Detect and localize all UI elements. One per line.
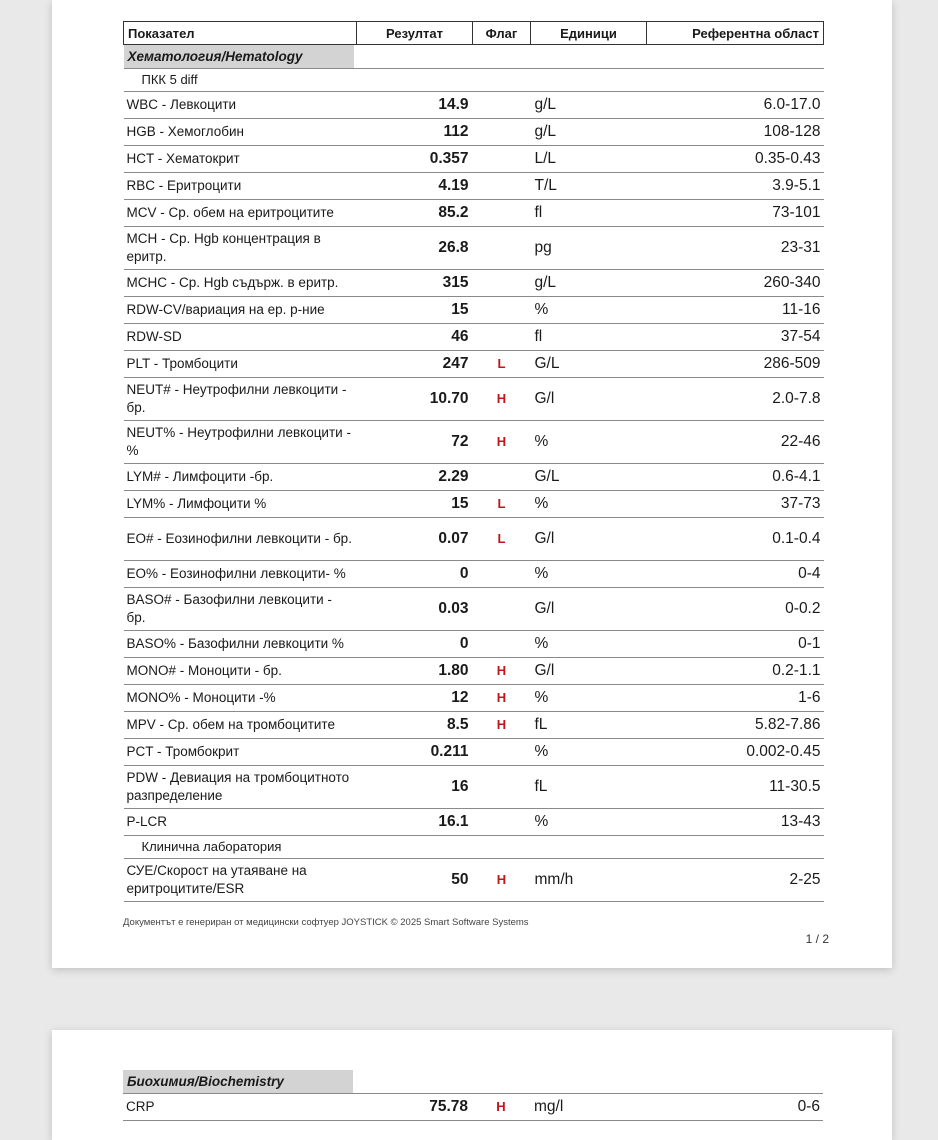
indicator-name: HGB - Хемоглобин: [124, 119, 357, 146]
header-result: Резултат: [357, 22, 473, 45]
table-row: [124, 119, 824, 146]
flag-value: [473, 631, 531, 658]
reference-range: 0-6: [646, 1094, 823, 1121]
result-value: 85.2: [357, 200, 473, 227]
reference-range: 11-30.5: [647, 766, 824, 809]
table-row: [124, 297, 824, 324]
page-number: 1 / 2: [805, 932, 829, 946]
unit-value: fl: [531, 324, 647, 351]
subsection-title: Клинична лаборатория: [124, 836, 824, 859]
indicator-name: MONO# - Моноцити - бр.: [124, 658, 357, 685]
indicator-name: EO% - Еозинофилни левкоцити- %: [124, 561, 357, 588]
section-title: Хематология/Hematology: [124, 45, 354, 68]
reference-range: 22-46: [647, 421, 824, 464]
reference-range: 11-16: [647, 297, 824, 324]
flag-value: [473, 92, 531, 119]
unit-value: G/l: [531, 378, 647, 421]
indicator-name: RDW-SD: [124, 324, 357, 351]
result-value: 12: [357, 685, 473, 712]
table-row: [124, 173, 824, 200]
reference-range: 108-128: [647, 119, 824, 146]
table-row: [124, 270, 824, 297]
result-value: 15: [357, 491, 473, 518]
indicator-name: LYM% - Лимфоцити %: [124, 491, 357, 518]
reference-range: 1-6: [647, 685, 824, 712]
indicator-name: EO# - Еозинофилни левкоцити - бр.: [124, 518, 357, 561]
indicator-name: WBC - Левкоцити: [124, 92, 357, 119]
table-row: [124, 146, 824, 173]
indicator-name: P-LCR: [124, 809, 357, 836]
indicator-name: BASO% - Базофилни левкоцити %: [124, 631, 357, 658]
reference-range: 23-31: [647, 227, 824, 270]
flag-value: [473, 561, 531, 588]
indicator-name: NEUT# - Неутрофилни левкоцити - бр.: [124, 378, 357, 421]
indicator-name: MCV - Ср. обем на еритроцитите: [124, 200, 357, 227]
result-value: 0: [357, 561, 473, 588]
indicator-name: CRP: [123, 1094, 356, 1121]
result-value: 0.07: [357, 518, 473, 561]
reference-range: 73-101: [647, 200, 824, 227]
table-row: [123, 1094, 823, 1121]
indicator-name: RDW-CV/вариация на ер. р-ние: [124, 297, 357, 324]
reference-range: 2-25: [647, 859, 824, 902]
result-value: 75.78: [356, 1094, 472, 1121]
reference-range: 286-509: [647, 351, 824, 378]
unit-value: L/L: [531, 146, 647, 173]
indicator-name: PCT - Тромбокрит: [124, 739, 357, 766]
indicator-name: СУЕ/Скорост на утаяване на еритроцитите/ESR: [124, 859, 357, 902]
unit-value: g/L: [531, 270, 647, 297]
flag-value: H: [473, 421, 531, 464]
reference-range: 0.2-1.1: [647, 658, 824, 685]
table-row: [124, 92, 824, 119]
report-page-2: [52, 1030, 892, 1140]
flag-value: H: [473, 378, 531, 421]
table-row: [124, 351, 824, 378]
unit-value: %: [531, 421, 647, 464]
table-row: [124, 491, 824, 518]
indicator-name: PDW - Девиация на тромбоцитното разпределение: [124, 766, 357, 809]
result-value: 0.357: [357, 146, 473, 173]
table-row: [124, 631, 824, 658]
table-row: [124, 859, 824, 902]
table-row: [124, 518, 824, 561]
unit-value: %: [531, 809, 647, 836]
indicator-name: MCHC - Ср. Hgb съдърж. в еритр.: [124, 270, 357, 297]
flag-value: H: [473, 712, 531, 739]
unit-value: g/L: [531, 119, 647, 146]
result-value: 46: [357, 324, 473, 351]
result-value: 72: [357, 421, 473, 464]
indicator-name: BASO# - Базофилни левкоцити - бр.: [124, 588, 357, 631]
result-value: 15: [357, 297, 473, 324]
result-value: 4.19: [357, 173, 473, 200]
result-value: 315: [357, 270, 473, 297]
subsection-row: [124, 69, 824, 92]
header-flag: Флаг: [473, 22, 531, 45]
indicator-name: NEUT% - Неутрофилни левкоцити - %: [124, 421, 357, 464]
table-row: [124, 561, 824, 588]
flag-value: H: [472, 1094, 530, 1121]
result-value: 16: [357, 766, 473, 809]
table-row: [124, 809, 824, 836]
section-title: Биохимия/Biochemistry: [123, 1070, 353, 1093]
indicator-name: MCH - Ср. Hgb концентрация в еритр.: [124, 227, 357, 270]
flag-value: [473, 200, 531, 227]
result-value: 26.8: [357, 227, 473, 270]
flag-value: [473, 146, 531, 173]
unit-value: %: [531, 631, 647, 658]
table-row: [124, 685, 824, 712]
unit-value: G/L: [531, 351, 647, 378]
reference-range: 0-0.2: [647, 588, 824, 631]
result-value: 10.70: [357, 378, 473, 421]
subsection-row: [124, 836, 824, 859]
flag-value: [473, 809, 531, 836]
footer-note: Документът е генериран от медицински софтуер JOYSTICK © 2025 Smart Software Systems: [123, 917, 529, 928]
flag-value: [473, 464, 531, 491]
table-row: [124, 324, 824, 351]
result-value: 112: [357, 119, 473, 146]
indicator-name: MPV - Ср. обем на тромбоцитите: [124, 712, 357, 739]
flag-value: [473, 588, 531, 631]
table-row: [124, 421, 824, 464]
reference-range: 260-340: [647, 270, 824, 297]
flag-value: H: [473, 685, 531, 712]
flag-value: [473, 227, 531, 270]
reference-range: 0.002-0.45: [647, 739, 824, 766]
unit-value: fL: [531, 766, 647, 809]
reference-range: 6.0-17.0: [647, 92, 824, 119]
table-row: [124, 200, 824, 227]
result-value: 247: [357, 351, 473, 378]
reference-range: 0.35-0.43: [647, 146, 824, 173]
unit-value: G/l: [531, 658, 647, 685]
reference-range: 37-54: [647, 324, 824, 351]
flag-value: H: [473, 658, 531, 685]
header-indicator: Показател: [124, 22, 357, 45]
unit-value: G/l: [531, 588, 647, 631]
section-row-biochemistry: [123, 1070, 823, 1094]
flag-value: [473, 119, 531, 146]
reference-range: 37-73: [647, 491, 824, 518]
unit-value: fL: [531, 712, 647, 739]
reference-range: 0.6-4.1: [647, 464, 824, 491]
indicator-name: RBC - Еритроцити: [124, 173, 357, 200]
flag-value: L: [473, 518, 531, 561]
table-row: [124, 588, 824, 631]
table-row: [124, 464, 824, 491]
indicator-name: MONO% - Моноцити -%: [124, 685, 357, 712]
table-header-row: [124, 22, 824, 45]
unit-value: %: [531, 685, 647, 712]
reference-range: 0-4: [647, 561, 824, 588]
result-value: 1.80: [357, 658, 473, 685]
unit-value: mm/h: [531, 859, 647, 902]
unit-value: mg/l: [530, 1094, 646, 1121]
unit-value: %: [531, 491, 647, 518]
flag-value: L: [473, 351, 531, 378]
unit-value: pg: [531, 227, 647, 270]
reference-range: 5.82-7.86: [647, 712, 824, 739]
result-value: 2.29: [357, 464, 473, 491]
unit-value: G/L: [531, 464, 647, 491]
flag-value: [473, 324, 531, 351]
result-value: 50: [357, 859, 473, 902]
reference-range: 0.1-0.4: [647, 518, 824, 561]
table-row: [124, 658, 824, 685]
unit-value: %: [531, 739, 647, 766]
result-value: 0: [357, 631, 473, 658]
flag-value: H: [473, 859, 531, 902]
result-value: 14.9: [357, 92, 473, 119]
flag-value: [473, 173, 531, 200]
unit-value: g/L: [531, 92, 647, 119]
reference-range: 3.9-5.1: [647, 173, 824, 200]
table-row: [124, 378, 824, 421]
section-row-hematology: [124, 45, 824, 69]
report-page-1: [52, 0, 892, 968]
header-unit: Единици: [531, 22, 647, 45]
unit-value: G/l: [531, 518, 647, 561]
indicator-name: LYM# - Лимфоцити -бр.: [124, 464, 357, 491]
flag-value: [473, 270, 531, 297]
result-value: 8.5: [357, 712, 473, 739]
flag-value: L: [473, 491, 531, 518]
results-table: [123, 21, 824, 902]
unit-value: %: [531, 297, 647, 324]
table-row: [124, 739, 824, 766]
indicator-name: HCT - Хематокрит: [124, 146, 357, 173]
flag-value: [473, 766, 531, 809]
reference-range: 2.0-7.8: [647, 378, 824, 421]
result-value: 0.211: [357, 739, 473, 766]
subsection-title: ПКК 5 diff: [124, 69, 824, 92]
table-row: [124, 712, 824, 739]
reference-range: 0-1: [647, 631, 824, 658]
table-row: [124, 227, 824, 270]
unit-value: %: [531, 561, 647, 588]
table-row: [124, 766, 824, 809]
unit-value: fl: [531, 200, 647, 227]
flag-value: [473, 739, 531, 766]
results-table: [123, 1070, 823, 1121]
result-value: 16.1: [357, 809, 473, 836]
unit-value: T/L: [531, 173, 647, 200]
result-value: 0.03: [357, 588, 473, 631]
indicator-name: PLT - Тромбоцити: [124, 351, 357, 378]
flag-value: [473, 297, 531, 324]
header-reference: Референтна област: [647, 22, 824, 45]
reference-range: 13-43: [647, 809, 824, 836]
